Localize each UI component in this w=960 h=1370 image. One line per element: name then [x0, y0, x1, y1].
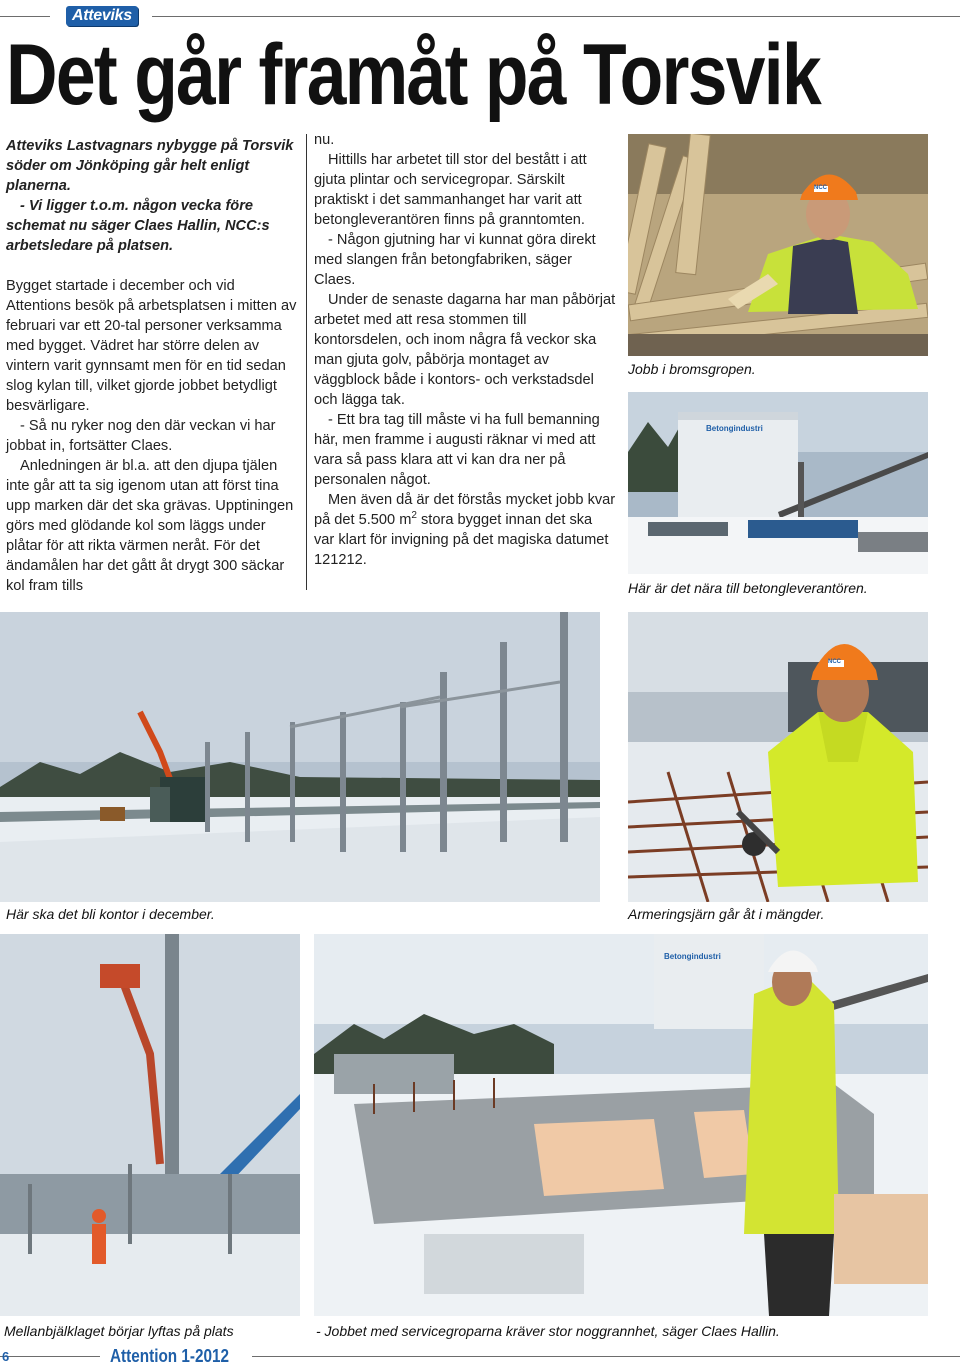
- caption-armering: Armeringsjärn går åt i mängder.: [628, 906, 825, 922]
- caption-mellanbjalklag: Mellanbjälklaget börjar lyftas på plats: [4, 1323, 234, 1339]
- body-paragraph: Anledningen är bl.a. att den djupa tjälen inte går att ta sig igenom utan att först tina upp marken där det ska grävas. Upptiningen görs med glödande kol som läggs under plåtar för att rikta värmen neråt. För det ändamålen har det gått åt drygt 300 säckar kol fram tills: [6, 458, 294, 594]
- photo-bromsgropen: [628, 134, 928, 356]
- section-badge: Atteviks: [66, 6, 138, 26]
- photo-sign-text: Betongindustri: [706, 424, 763, 433]
- body-paragraph: Under de senaste dagarna har man påbörjat arbetet med att resa stommen till kontorsdelen, och inom några få veckor ska man gjuta golv, påbörja montaget av väggblock både i kontors- och verkstadsdel och lägga tak.: [314, 292, 616, 408]
- photo-betongleverantor: [628, 392, 928, 574]
- article-headline: Det går framåt på Torsvik: [6, 27, 821, 123]
- caption-kontor: Här ska det bli kontor i december.: [6, 906, 215, 922]
- caption-servicegropar: - Jobbet med servicegroparna kräver stor noggrannhet, säger Claes Hallin.: [316, 1323, 780, 1339]
- helmet-logo-text: NCC: [828, 659, 841, 665]
- footer-rule-right: [252, 1356, 960, 1357]
- top-rule-right: [152, 16, 960, 17]
- photo-servicegropar: [314, 934, 928, 1316]
- paragraph-spacer: [6, 256, 298, 276]
- article-column-2: [314, 130, 616, 570]
- caption-betongleverantor: Här är det nära till betongleverantören.: [628, 580, 868, 596]
- body-paragraph: - Någon gjutning har vi kunnat göra direkt med slangen från betongfabriken, säger Claes.: [314, 232, 596, 288]
- photo-kontor: [0, 612, 600, 902]
- top-rule-left: [0, 16, 50, 17]
- lead-paragraph-1: Atteviks Lastvagnars nybygge på Torsvik söder om Jönköping går helt enligt planerna.: [6, 138, 294, 194]
- body-paragraph: - Ett bra tag till måste vi ha full bemanning här, men framme i augusti räknar vi med att vara så pass klara att vi kan dra ner på personalen något.: [314, 412, 600, 488]
- photo-armering: [628, 612, 928, 902]
- column-separator: [306, 134, 307, 590]
- page-number: 6: [2, 1349, 10, 1364]
- body-paragraph: Hittills har arbetet till stor del bestått i att gjuta plintar och servicegropar. Särskilt praktiskt i det sammanhanget har varit att betongleverantören finns på granntomten.: [314, 152, 587, 228]
- body-paragraph: Men även då är det förstås mycket jobb kvar på det 5.500 $m^2$ stora bygget innan det ska var klart för invigning på det magiska datumet 121212.: [314, 492, 616, 568]
- photo-sign-text: Betongindustri: [664, 952, 721, 961]
- body-paragraph: Bygget startade i december och vid Attentions besök på arbetsplatsen i mitten av februari var ett 20-tal personer verksamma med bygget. Vädret har större delen av vintern varit gynnsamt men för en tid sedan slog kylan till, vilket gjorde jobbet betydligt besvärligare.: [6, 278, 297, 414]
- article-column-1: [6, 136, 298, 596]
- body-paragraph: nu.: [314, 132, 335, 148]
- helmet-logo-text: NCC: [814, 185, 827, 191]
- caption-bromsgropen: Jobb i bromsgropen.: [628, 361, 756, 377]
- body-paragraph: - Så nu ryker nog den där veckan vi har jobbat in, fortsätter Claes.: [6, 418, 276, 454]
- footer-rule-left: [0, 1356, 100, 1357]
- magazine-name: Attention 1-2012: [110, 1346, 230, 1366]
- lead-paragraph-2: - Vi ligger t.o.m. någon vecka före schemat nu säger Claes Hallin, NCC:s arbetsledare på platsen.: [6, 198, 270, 254]
- photo-mellanbjalklag: [0, 934, 300, 1316]
